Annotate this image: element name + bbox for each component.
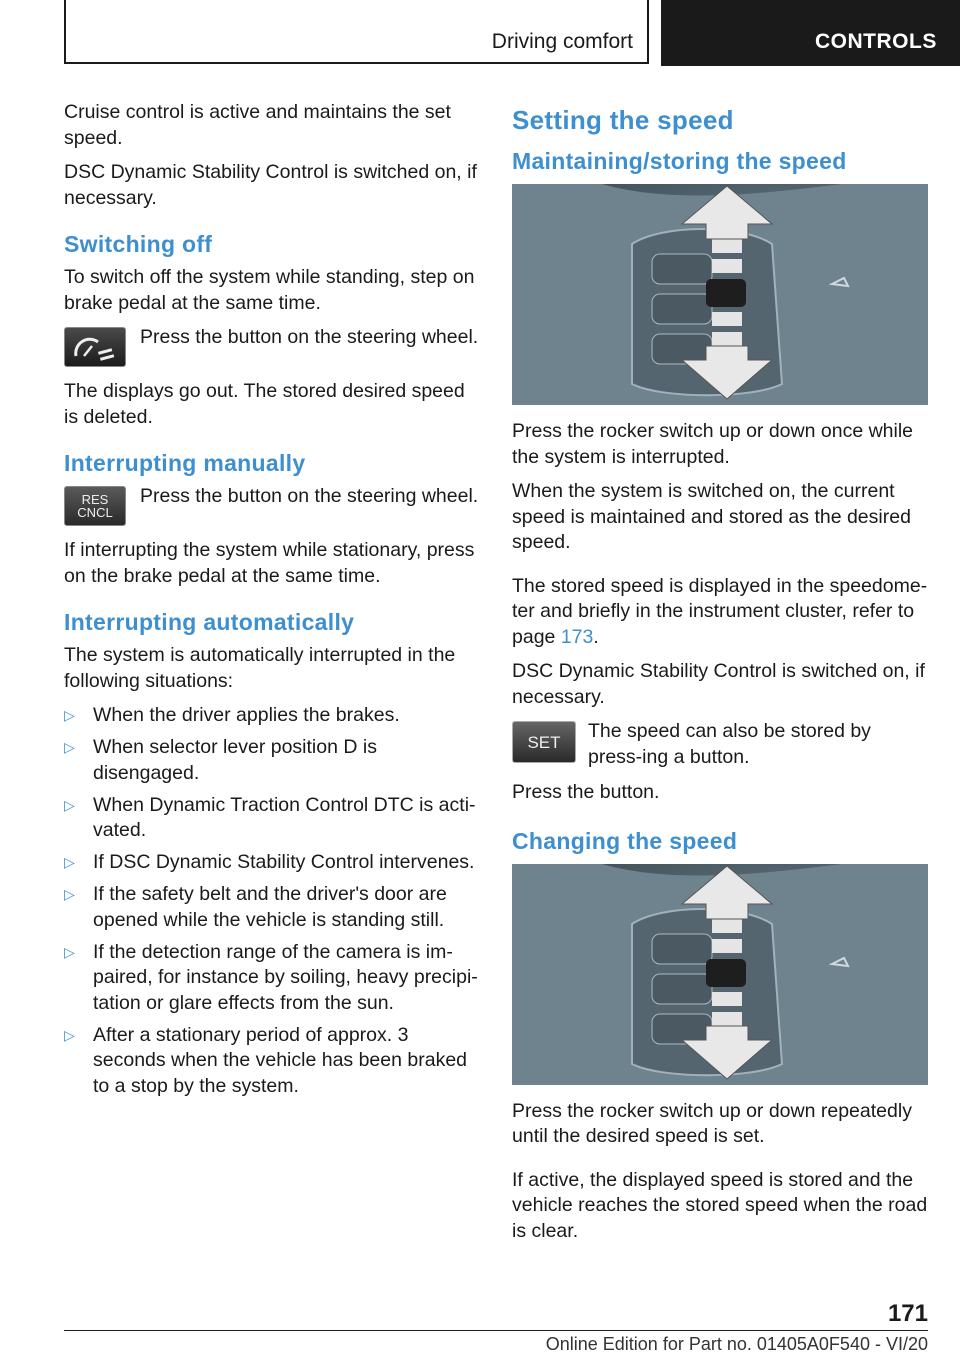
header-section-title: Driving comfort — [491, 30, 633, 53]
changing-paragraph-2: If active, the displayed speed is stored and the vehicle reaches the stored speed when the road is clear. — [512, 1168, 928, 1242]
changing-paragraph-1: Press the rocker switch up or down repeatedly until the desired speed is set. — [512, 1099, 912, 1147]
res-cncl-button-icon — [64, 486, 126, 526]
list-item: ▷ When selector lever position D is disengaged. — [64, 736, 377, 784]
bullet-triangle-icon: ▷ — [64, 1026, 75, 1043]
left-column — [64, 100, 480, 1106]
bullet-triangle-icon: ▷ — [64, 707, 75, 723]
steering-wheel-rocker-switch-image-2 — [512, 864, 928, 1085]
list-item: ▷ When Dynamic Traction Control DTC is acti‐vated. — [64, 793, 476, 841]
maintaining-paragraph-4: DSC Dynamic Stability Control is switched on, if necessary. — [512, 660, 925, 708]
interrupting-manually-button-row — [64, 484, 480, 528]
set-button-icon: SET — [512, 721, 576, 763]
header-chapter-tab — [661, 0, 960, 66]
set-button-text: The speed can also be stored by press‐ing a button. — [588, 720, 871, 768]
header-chapter-title: CONTROLS — [815, 30, 937, 53]
list-item: ▷ If the safety belt and the driver's door are opened while the vehicle is standing still. — [64, 883, 447, 931]
bullet-triangle-icon: ▷ — [64, 739, 75, 755]
switching-off-text: To switch off the system while standing, step on brake pedal at the same time. — [64, 266, 475, 314]
heading-interrupting-manually: Interrupting manually — [64, 450, 306, 476]
maintaining-paragraph-3: The stored speed is displayed in the speedome‐ter and briefly in the instrument cluster, refer to page 173. — [512, 574, 928, 648]
heading-changing-the-speed: Changing the speed — [512, 827, 738, 854]
list-item: ▷ When the driver applies the brakes. — [64, 703, 480, 729]
page-number: 171 — [887, 1300, 928, 1327]
list-item: ▷ If the detection range of the camera is im‐paired, for instance by soiling, heavy precipi‐tation or glare effects from the sun. — [64, 940, 478, 1014]
bullet-triangle-icon: ▷ — [64, 886, 75, 902]
header-section-box — [64, 0, 649, 64]
interrupt-conditions-list — [64, 703, 480, 1099]
right-column — [512, 100, 928, 1253]
switching-off-button-text: Press the button on the steering wheel. — [140, 326, 479, 348]
heading-setting-the-speed: Setting the speed — [512, 105, 734, 135]
interrupting-manually-after: If interrupting the system while stationary, press on the brake pedal at the same time. — [64, 539, 475, 587]
footer-divider — [64, 1330, 928, 1331]
switching-off-after: The displays go out. The stored desired speed is deleted. — [64, 380, 465, 428]
intro-paragraph-1: Cruise control is active and maintains the set speed. — [64, 101, 451, 149]
heading-switching-off: Switching off — [64, 231, 213, 257]
bullet-triangle-icon: ▷ — [64, 854, 75, 870]
switching-off-button-row — [64, 325, 480, 369]
heading-interrupting-automatically: Interrupting automatically — [64, 609, 355, 635]
res-label: RES — [81, 492, 109, 507]
intro-paragraph-2: DSC Dynamic Stability Control is switched on, if necessary. — [64, 161, 477, 209]
list-item: ▷ If DSC Dynamic Stability Control intervenes. — [64, 850, 480, 876]
cncl-label: CNCL — [77, 505, 113, 520]
footer-edition-text: Online Edition for Part no. 01405A0F540 - VI/20 — [545, 1334, 928, 1354]
maintaining-paragraph-5: Press the button. — [512, 781, 660, 803]
set-button-row — [512, 719, 928, 770]
list-item: ▷ After a stationary period of approx. 3 seconds when the vehicle has been braked to a stop by the system. — [64, 1023, 468, 1097]
cruise-control-button-icon — [64, 327, 126, 367]
maintaining-paragraph-1: Press the rocker switch up or down once while the system is interrupted. — [512, 420, 914, 468]
page-reference-link[interactable]: 173 — [560, 625, 594, 648]
heading-maintaining-storing: Maintaining/storing the speed — [512, 148, 847, 174]
bullet-triangle-icon: ▷ — [64, 796, 75, 813]
maintaining-paragraph-2: When the system is switched on, the current speed is maintained and stored as the desired speed. — [512, 480, 911, 553]
bullet-triangle-icon: ▷ — [64, 943, 75, 960]
interrupting-manually-button-text: Press the button on the steering wheel. — [140, 485, 479, 507]
steering-wheel-rocker-switch-image — [512, 184, 928, 405]
interrupting-automatically-text: The system is automatically interrupted in the following situations: — [64, 644, 456, 692]
